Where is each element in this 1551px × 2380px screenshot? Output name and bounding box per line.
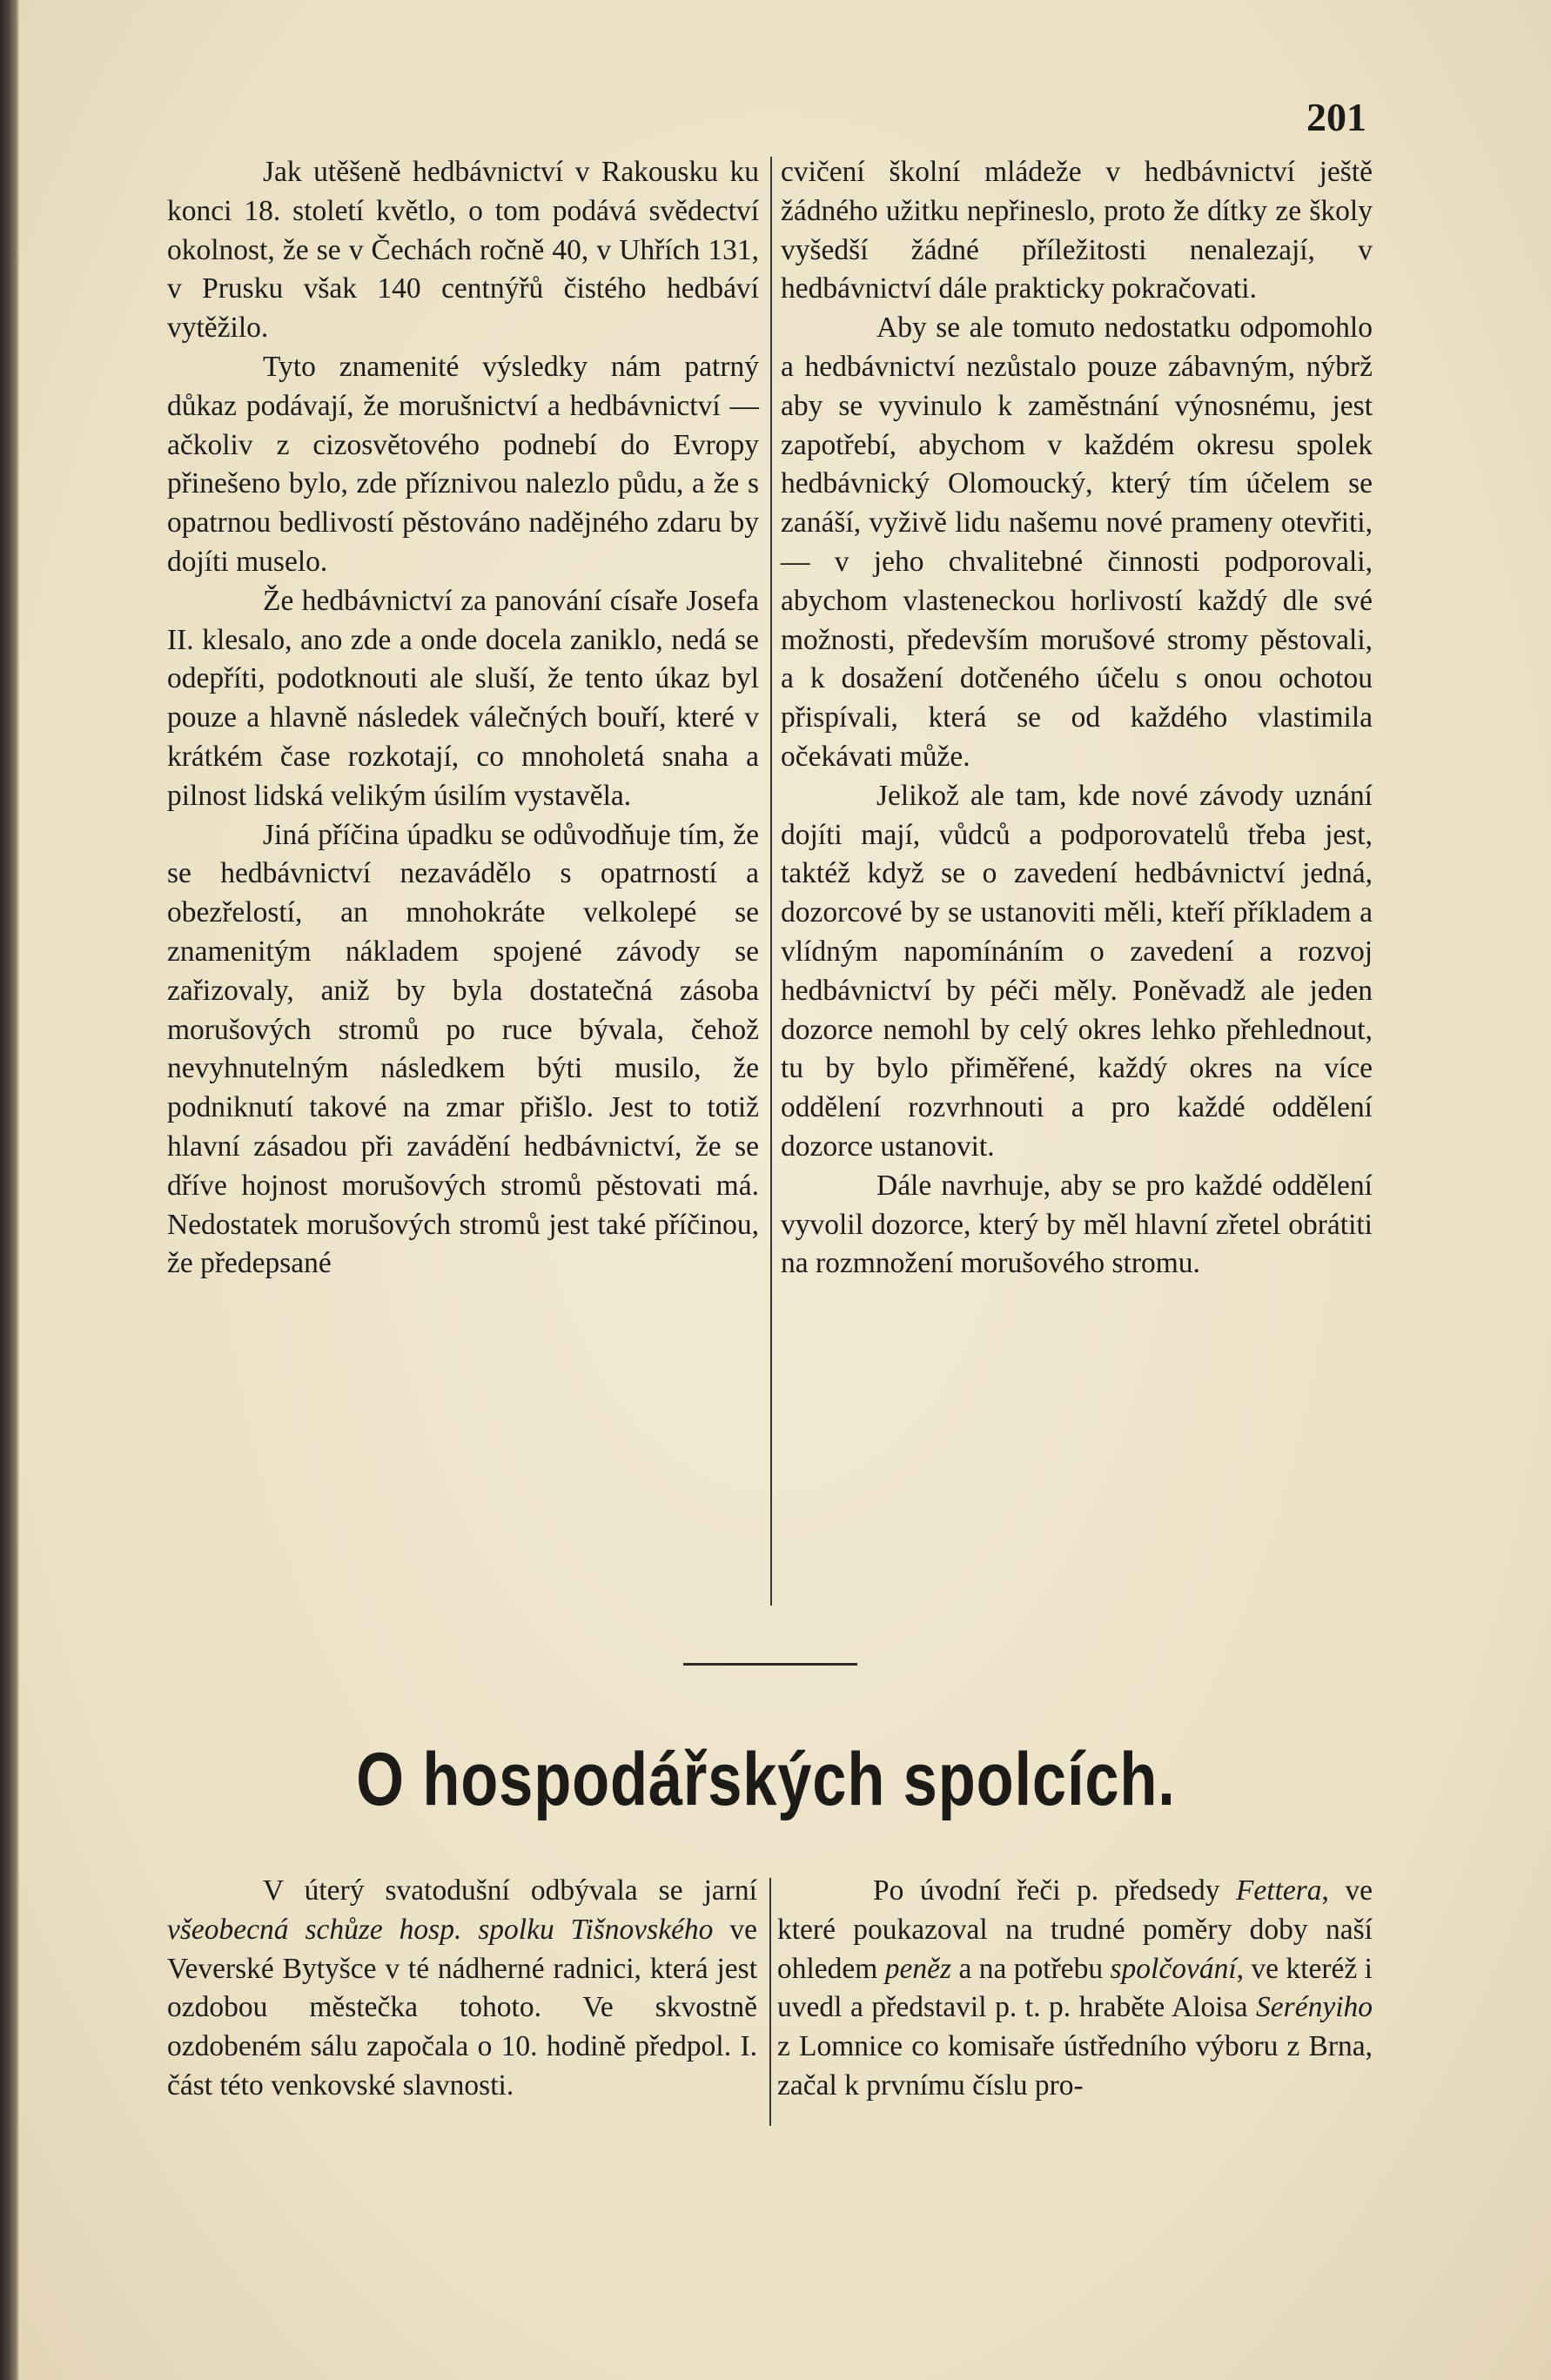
paragraph <box>167 1872 757 2106</box>
article-2-left-column <box>167 1872 757 2106</box>
paragraph: Jiná příčina úpadku se odůvodňuje tím, že se hedbávnictví nezavádělo s opatrností a obezřelostí, an mnohokráte velkolepé se znamenitým nákladem spojené závody se zařizovaly, aniž by byla dostatečná zásoba morušových stromů po ruce bývala, čehož nevyhnutelným následkem býti musilo, že podniknutí takové na zmar přišlo. Jest to totiž hlavní zásadou při zavádění hedbávnictví, že se dříve hojnost morušových stromů pěstovati má. Nedostatek morušových stromů jest také příčinou, že předepsané <box>167 818 759 1280</box>
paragraph: Že hedbávnictví za panování císaře Josefa II. klesalo, ano zde a onde docela zaniklo, nedá se odepříti, podotknouti ale sluší, že tento úkaz byl pouze a hlavně následek válečných bouří, které v krátkém čase rozkotají, co mnoholetá snaha a pilnost lidská velikým úsilím vystavěla. <box>167 584 759 812</box>
page-number: 201 <box>1306 95 1366 139</box>
column-divider <box>769 1878 771 2126</box>
text-run: ve Veverské Bytyšce v té nádherné radnici, která jest ozdobou městečka tohoto. Ve skvostně ozdobeném sálu započala o 10. hodině předpol. I. část této venkovské slavnosti. <box>167 1913 757 2102</box>
paragraph: Jak utěšeně hedbávnictví v Rakousku ku konci 18. století květlo, o tom podává svědectví okolnost, že se v Čechách ročně 40, v Uhřích 131, v Prusku však 140 centnýřů čistého hedbáví vytěžilo. <box>167 156 759 345</box>
book-binding-edge <box>0 0 19 2380</box>
paragraph: cvičení školní mládeže v hedbávnictví ještě žádného užitku nepřineslo, proto že dítky ze školy vyšedší žádné příležitosti nenalezají, v hedbávnictví dále prakticky pokračovati. <box>781 156 1373 305</box>
emphasis-word: spolčování <box>1110 1952 1237 1985</box>
text-run: , ve které poukazoval na trudné poměry doby naší ohledem <box>777 1874 1373 1985</box>
paragraph: Tyto znamenité výsledky nám patrný důkaz podávají, že morušnictví a hedbávnictví — ačkoliv z cizosvětového podnebí do Evropy přinešeno bylo, zde příznivou nalezlo půdu, a že s opatrnou bedlivostí pěstováno nadějného zdaru by dojíti muselo. <box>167 350 759 578</box>
emphasis-society-name: všeobecná schůze hosp. spolku Tišnovského <box>167 1913 714 1946</box>
article-2-heading: O hospodářských spolcích. <box>356 1738 1176 1821</box>
paragraph: Dále navrhuje, aby se pro každé oddělení vyvolil dozorce, který by měl hlavní zřetel obrátiti na rozmnožení morušového stromu. <box>781 1169 1373 1280</box>
section-separator <box>683 1663 857 1666</box>
article-2-right-column <box>777 1872 1373 2106</box>
column-divider <box>770 157 772 1606</box>
paragraph: Jelikož ale tam, kde nové závody uznání dojíti mají, vůdců a podporovatelů třeba jest, taktéž když se o zavedení hedbávnictví jedná, dozorcové by se ustanoviti měli, kteří příkladem a vlídným napomínáním o zavedení a rozvoj hedbávnictví by péči měly. Poněvadž ale jeden dozorce nemohl by celý okres lehko přehlednout, tu by bylo přiměřené, každý okres na více oddělení rozvrhnouti a pro každé oddělení dozorce ustanovit. <box>781 779 1373 1163</box>
emphasis-word: peněz <box>884 1952 952 1985</box>
text-run: z Lomnice co komisaře ústředního výboru z Brna, začal k prvnímu číslu pro- <box>777 2030 1373 2102</box>
text-run: V úterý svatodušní odbývala se jarní <box>263 1874 757 1907</box>
text-run: a na potřebu <box>951 1952 1111 1985</box>
article-1-right-column <box>781 153 1373 1284</box>
emphasis-name: Serényiho <box>1256 1991 1373 2024</box>
article-1-left-column <box>167 153 759 1284</box>
paragraph <box>777 1872 1373 2106</box>
paragraph: Aby se ale tomuto nedostatku odpomohlo a hedbávnictví nezůstalo pouze zábavným, nýbrž aby se vyvinulo k zaměstnání výnosnému, jest zapotřebí, abychom v každém okresu spolek hedbávnický Olomoucký, který tím účelem se zanáší, vyživě lidu našemu nové prameny otevřiti, — v jeho chvalitebné činnosti podporovali, abychom vlasteneckou horlivostí každý dle své možnosti, především morušové stromy pěstovali, a k dosažení dotčeného účelu s onou ochotou přispívali, která se od každého vlastimila očekávati může. <box>781 312 1373 773</box>
text-run: , ve kteréž i uvedl a představil p. t. p. hraběte Aloisa <box>777 1952 1373 2024</box>
emphasis-name: Fettera <box>1235 1874 1322 1907</box>
text-run: Po úvodní řeči p. předsedy <box>873 1874 1236 1907</box>
